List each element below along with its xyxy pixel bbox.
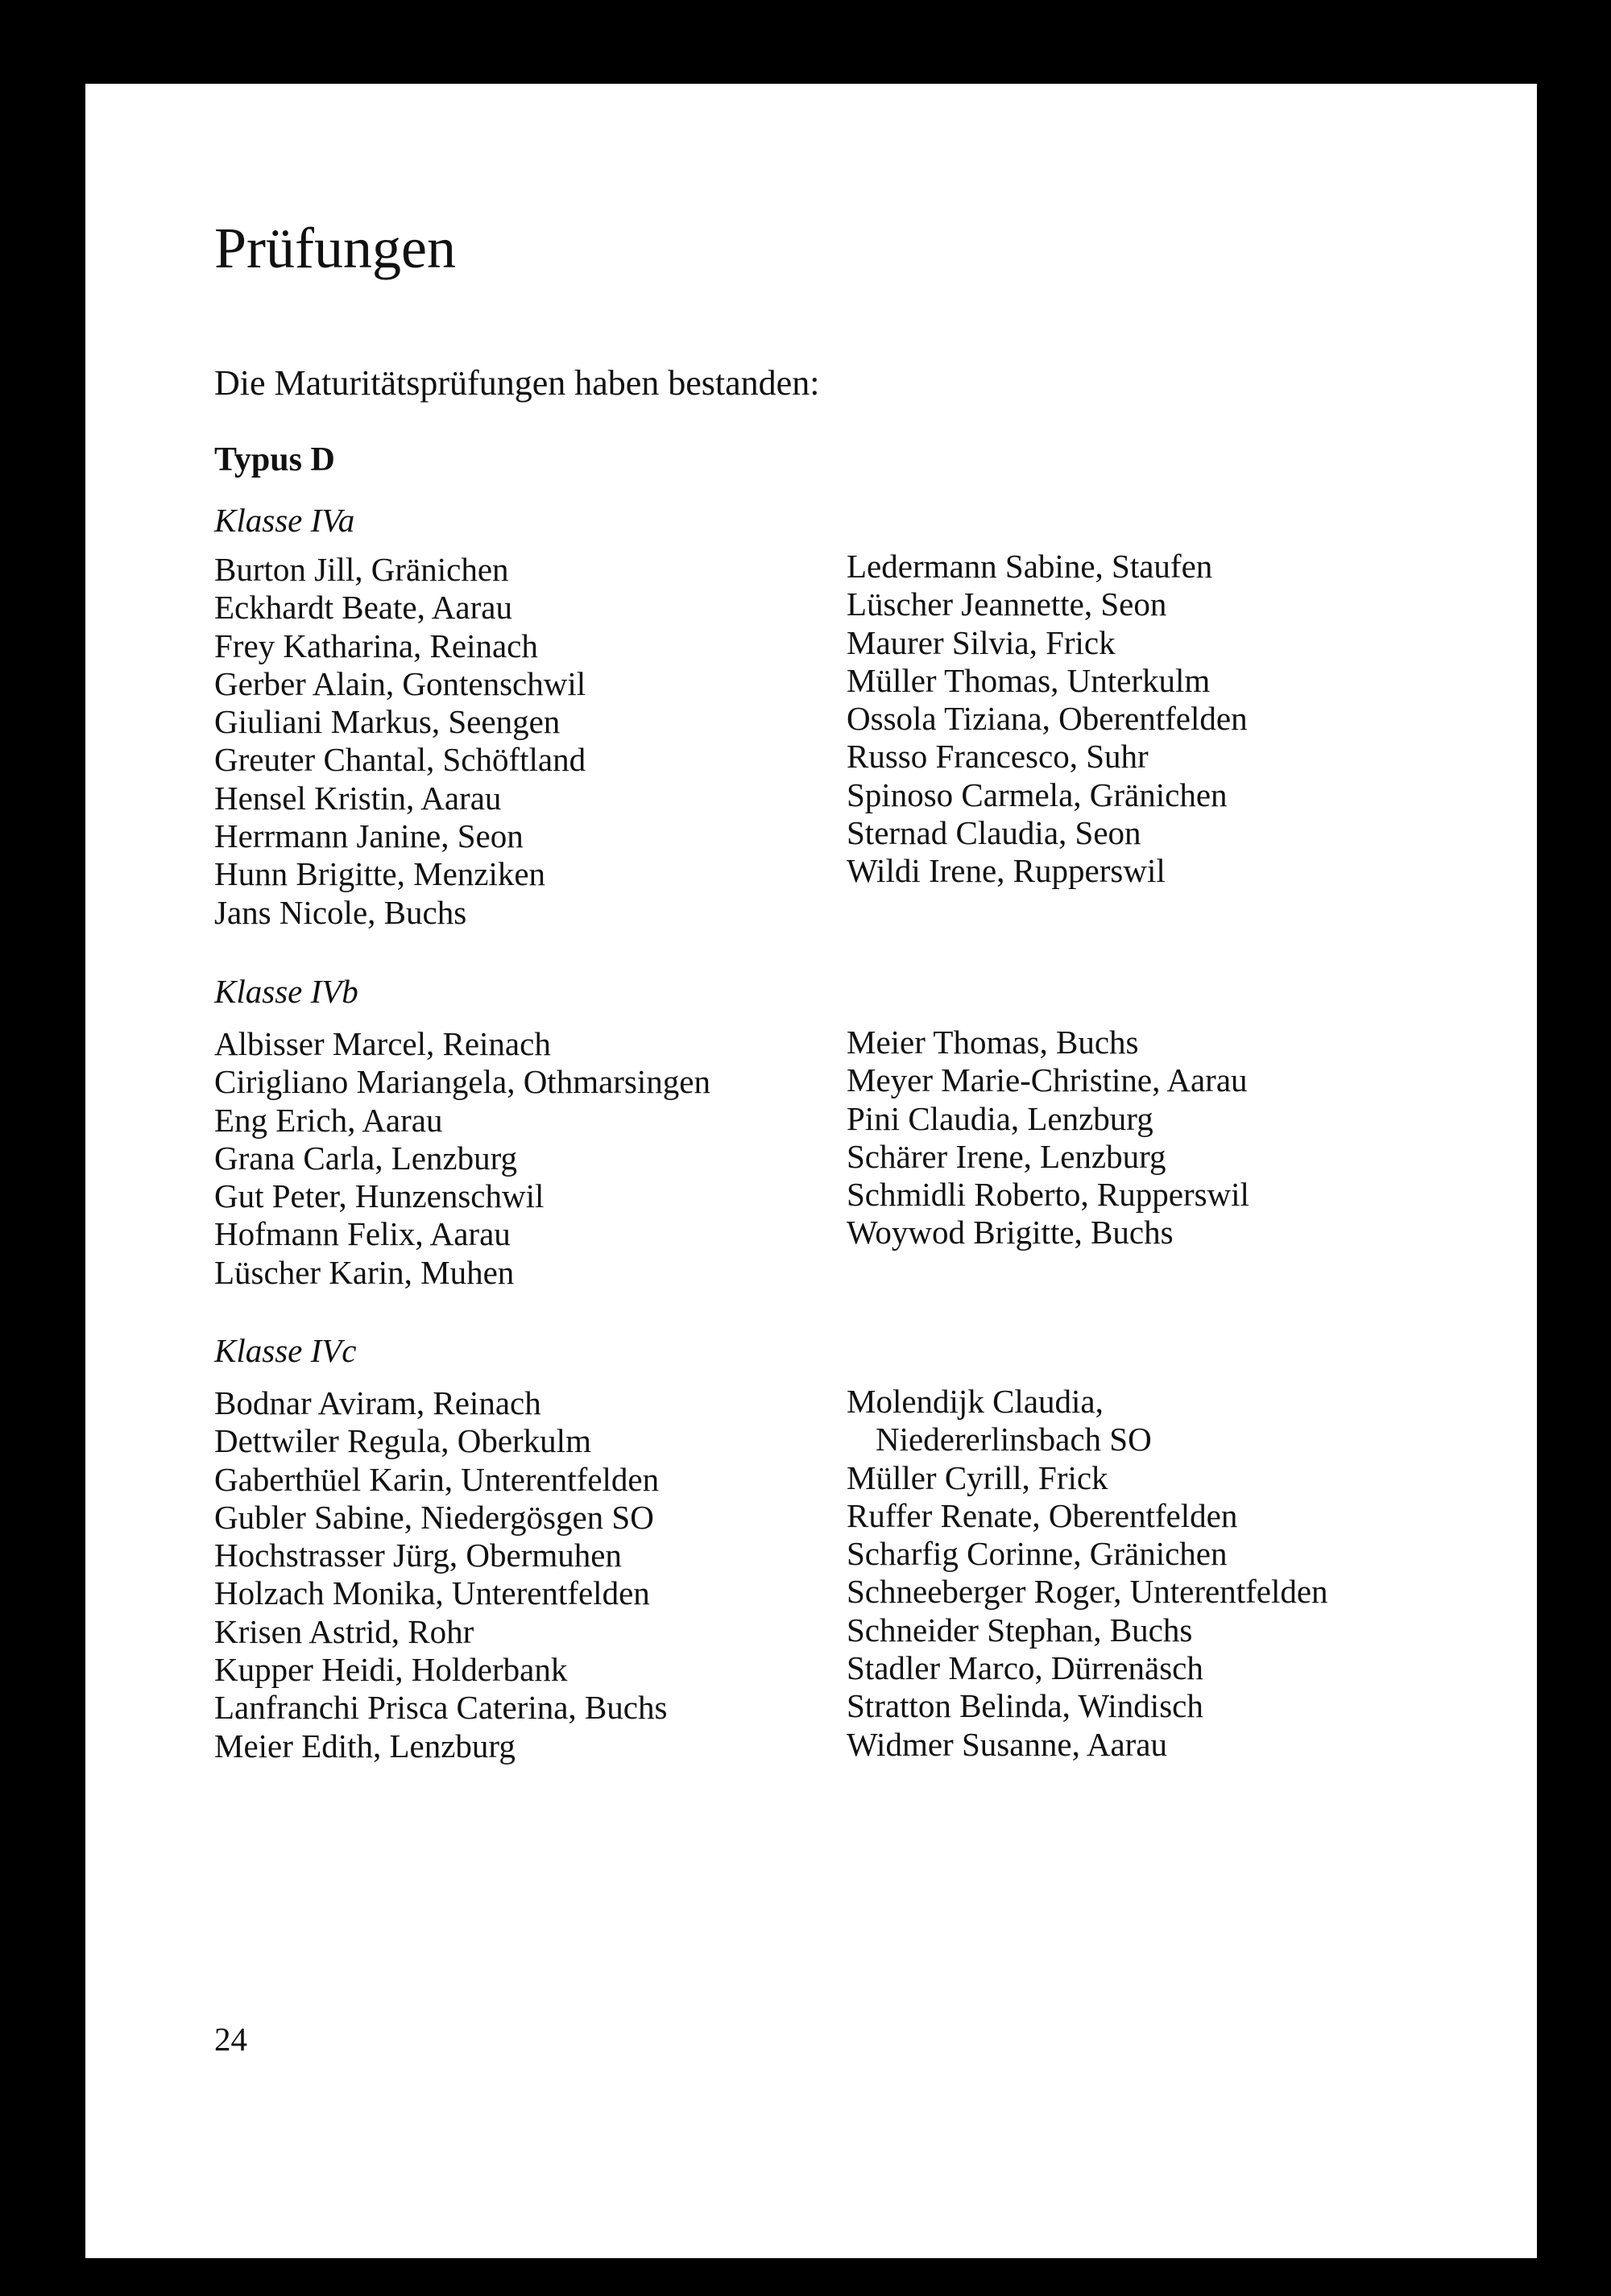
- list-item: Molendijk Claudia,: [847, 1383, 1104, 1420]
- list-item: Greuter Chantal, Schöftland: [214, 741, 586, 779]
- class-heading-iva: Klasse IVa: [214, 502, 355, 539]
- list-item: Meier Thomas, Buchs: [847, 1024, 1139, 1061]
- list-item: Russo Francesco, Suhr: [847, 738, 1149, 776]
- list-item: Schärer Irene, Lenzburg: [847, 1137, 1166, 1175]
- list-item: Lanfranchi Prisca Caterina, Buchs: [214, 1689, 668, 1727]
- list-item: Albisser Marcel, Reinach: [214, 1025, 551, 1062]
- list-item-continuation: Niedererlinsbach SO: [876, 1421, 1152, 1458]
- list-item: Widmer Susanne, Aarau: [847, 1725, 1167, 1763]
- list-item: Schmidli Roberto, Rupperswil: [847, 1176, 1249, 1214]
- list-item: Sternad Claudia, Seon: [847, 814, 1141, 852]
- list-item: Burton Jill, Gränichen: [214, 551, 509, 588]
- list-item: Müller Cyrill, Frick: [847, 1458, 1108, 1496]
- class-ivc-left-list: [214, 1384, 667, 1765]
- list-item: Holzach Monika, Unterentfelden: [214, 1574, 650, 1612]
- page-number: 24: [214, 2021, 247, 2058]
- list-item: Hunn Brigitte, Menziken: [214, 855, 546, 893]
- list-item: Lüscher Jeannette, Seon: [847, 585, 1167, 623]
- list-item: Frey Katharina, Reinach: [214, 627, 538, 664]
- list-item: Dettwiler Regula, Oberkulm: [214, 1422, 591, 1460]
- list-item: Stratton Belinda, Windisch: [847, 1687, 1203, 1725]
- list-item: Cirigliano Mariangela, Othmarsingen: [214, 1063, 710, 1101]
- list-item: Wildi Irene, Rupperswil: [847, 852, 1166, 890]
- list-item: Hofmann Felix, Aarau: [214, 1215, 511, 1253]
- list-item: Bodnar Aviram, Reinach: [214, 1384, 541, 1421]
- list-item: Jans Nicole, Buchs: [214, 893, 467, 931]
- list-item: Eckhardt Beate, Aarau: [214, 589, 512, 627]
- class-ivb-right-list: [847, 1024, 1249, 1252]
- list-item: Gubler Sabine, Niedergösgen SO: [214, 1498, 654, 1536]
- list-item: Schneeberger Roger, Unterentfelden: [847, 1573, 1328, 1611]
- list-item: Giuliani Markus, Seengen: [214, 703, 561, 741]
- list-item: Schneider Stephan, Buchs: [847, 1611, 1193, 1649]
- class-ivb-left-list: [214, 1025, 710, 1292]
- list-item: Meier Edith, Lenzburg: [214, 1727, 516, 1764]
- list-item: Gerber Alain, Gontenschwil: [214, 664, 586, 702]
- list-item: Grana Carla, Lenzburg: [214, 1139, 518, 1177]
- list-item: Stadler Marco, Dürrenäsch: [847, 1649, 1203, 1687]
- class-heading-ivc: Klasse IVc: [214, 1332, 357, 1369]
- list-item: Meyer Marie-Christine, Aarau: [847, 1061, 1248, 1099]
- list-item: Lüscher Karin, Muhen: [214, 1253, 515, 1291]
- list-item: Hochstrasser Jürg, Obermuhen: [214, 1537, 622, 1574]
- list-item: Krisen Astrid, Rohr: [214, 1612, 474, 1650]
- list-item: Kupper Heidi, Holderbank: [214, 1651, 568, 1689]
- list-item: Herrmann Janine, Seon: [214, 817, 524, 855]
- page-title: Prüfungen: [214, 216, 456, 280]
- list-item: Pini Claudia, Lenzburg: [847, 1099, 1153, 1137]
- list-item: Gaberthüel Karin, Unterentfelden: [214, 1460, 660, 1498]
- typus-heading: Typus D: [214, 441, 335, 478]
- list-item: Eng Erich, Aarau: [214, 1101, 443, 1139]
- list-item: Hensel Kristin, Aarau: [214, 779, 502, 817]
- list-item: Scharfig Corinne, Gränichen: [847, 1535, 1228, 1573]
- list-item: Ledermann Sabine, Staufen: [847, 548, 1213, 585]
- class-ivc-right-list: [847, 1383, 1328, 1764]
- list-item: Woywod Brigitte, Buchs: [847, 1214, 1174, 1251]
- list-item: Spinoso Carmela, Gränichen: [847, 776, 1228, 813]
- intro-text: Die Maturitätsprüfungen haben bestanden:: [214, 363, 820, 403]
- list-item: Müller Thomas, Unterkulm: [847, 661, 1211, 699]
- list-item: Ruffer Renate, Oberentfelden: [847, 1496, 1238, 1534]
- class-heading-ivb: Klasse IVb: [214, 973, 358, 1010]
- list-item: Ossola Tiziana, Oberentfelden: [847, 700, 1248, 738]
- list-item: Maurer Silvia, Frick: [847, 623, 1116, 661]
- class-iva-right-list: [847, 548, 1248, 891]
- class-iva-left-list: [214, 551, 586, 932]
- list-item: Gut Peter, Hunzenschwil: [214, 1177, 545, 1215]
